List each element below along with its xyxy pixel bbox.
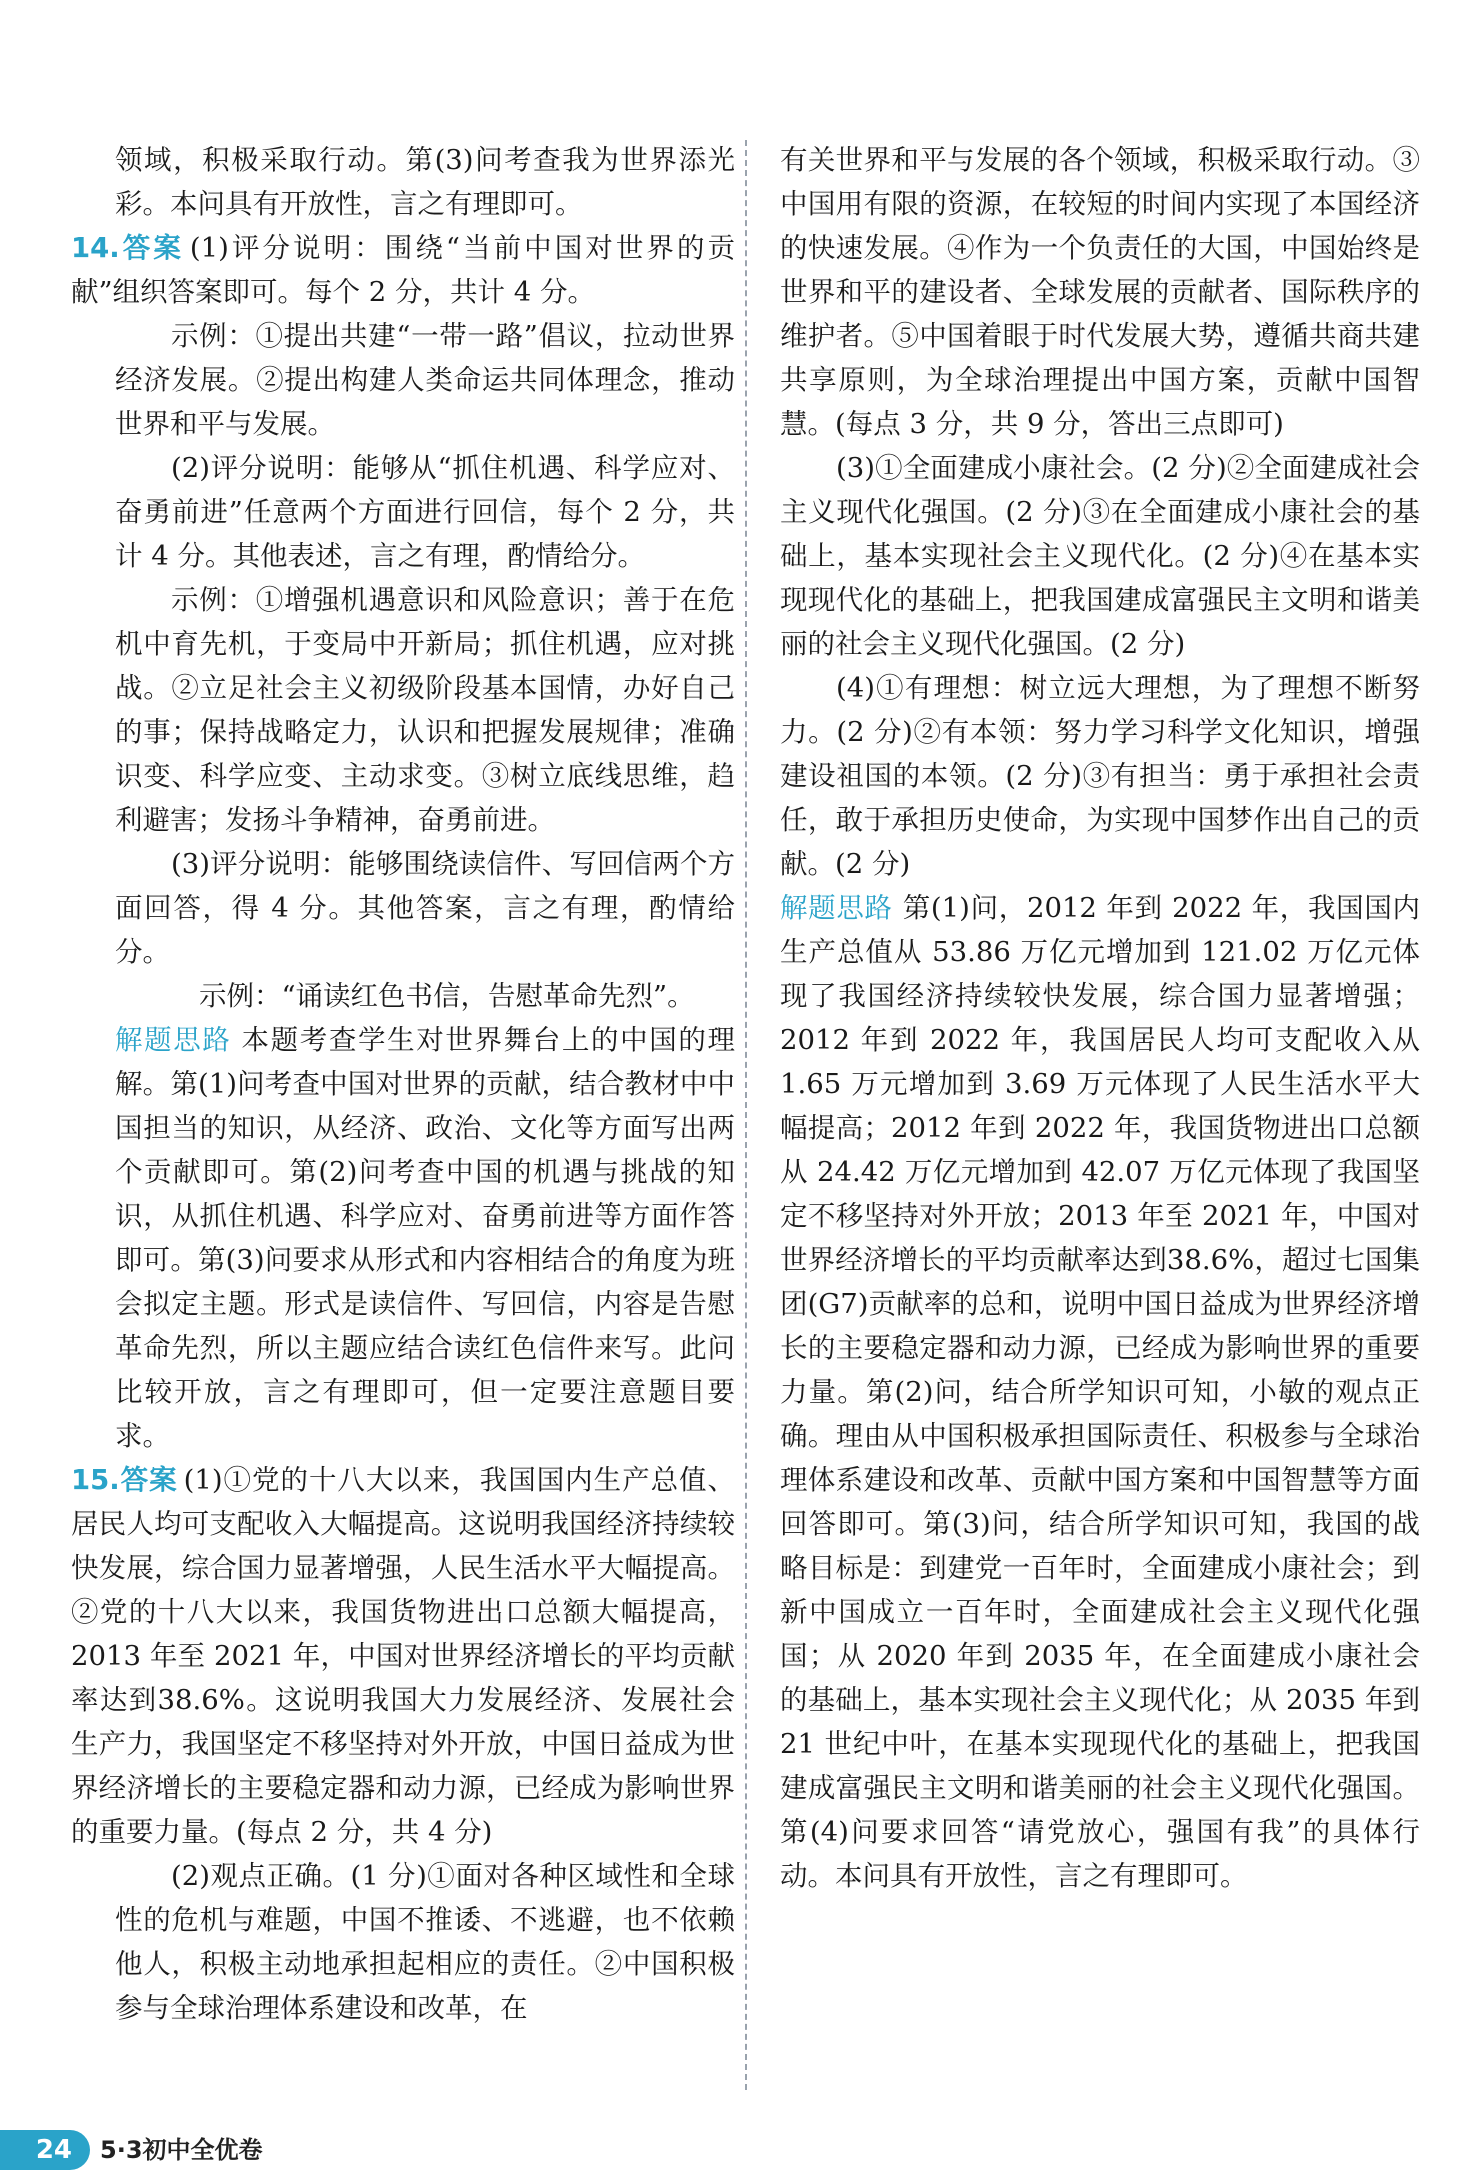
brand-label: 5·3初中全优卷	[100, 2136, 263, 2164]
hint-label: 解题思路	[115, 1024, 232, 1056]
question-15-answer-2-cont: 有关世界和平与发展的各个领域，积极采取行动。③中国用有限的资源，在较短的时间内实现了本国经济的快速发展。④作为一个负责任的大国，中国始终是世界和平的建设者、全球发展的贡献者、国际秩序的维护者。⑤中国着眼于时代发展大势，遵循共商共建共享原则，为全球治理提出中国方案，贡献中国智慧。(每点 3 分，共 9 分，答出三点即可)	[780, 144, 1420, 440]
question-14-number: 14.	[71, 232, 120, 264]
question-15-answer-3: (3)①全面建成小康社会。(2 分)②全面建成社会主义现代化强国。(2 分)③在全面建成小康社会的基础上，基本实现社会主义现代化。(2 分)④在基本实现现代化的基础上，把我国建成富强民主文明和谐美丽的社会主义现代化强国。(2 分)	[780, 452, 1420, 660]
question-14-hint: 解题思路 本题考查学生对世界舞台上的中国的理解。第(1)问考查中国对世界的贡献，结合教材中中国担当的知识，从经济、政治、文化等方面写出两个贡献即可。第(2)问考查中国的机遇与挑战的知识，从抓住机遇、科学应对、奋勇前进等方面作答即可。第(3)问要求从形式和内容相结合的角度为班会拟定主题。形式是读信件、写回信，内容是告慰革命先烈，所以主题应结合读红色信件来写。此问比较开放，言之有理即可，但一定要注意题目要求。	[115, 1024, 735, 1452]
left-column	[71, 138, 736, 2030]
question-15-hint: 解题思路 第(1)问，2012 年到 2022 年，我国国内生产总值从 53.86 万亿元增加到 121.02 万亿元体现了我国经济持续较快发展，综合国力显著增强；2012 年到 2022 年，我国居民人均可支配收入从 1.65 万元增加到 3.69 万元体现了人民生活水平大幅提高；2012 年到 2022 年，我国货物进出口总额从 24.42 万亿元增加到 42.07 万亿元体现了我国坚定不移坚持对外开放；2013 年至 2021 年，中国对世界经济增长的平均贡献率达到38.6%，超过七国集团(G7)贡献率的总和，说明中国日益成为世界经济增长的主要稳定器和动力源，已经成为影响世界的重要力量。第(2)问，结合所学知识可知，小敏的观点正确。理由从中国积极承担国际责任、积极参与全球治理体系建设和改革、贡献中国方案和中国智慧等方面回答即可。第(3)问，结合所学知识可知，我国的战略目标是：到建党一百年时，全面建成小康社会；到新中国成立一百年时，全面建成社会主义现代化强国；从 2020 年到 2035 年，在全面建成小康社会的基础上，基本实现社会主义现代化；从 2035 年到 21 世纪中叶，在基本实现现代化的基础上，把我国建成富强民主文明和谐美丽的社会主义现代化强国。第(4)问要求回答“请党放心，强国有我”的具体行动。本问具有开放性，言之有理即可。	[780, 892, 1420, 1892]
column-divider	[745, 140, 747, 2090]
question-15-number: 15.	[71, 1464, 120, 1496]
question-15-answer-1: 15.答案 (1)①党的十八大以来，我国国内生产总值、居民人均可支配收入大幅提高。这说明我国经济持续较快发展，综合国力显著增强，人民生活水平大幅提高。②党的十八大以来，我国货物进出口总额大幅提高，2013 年至 2021 年，中国对世界经济增长的平均贡献率达到38.6%。这说明我国大力发展经济、发展社会生产力，我国坚定不移坚持对外开放，中国日益成为世界经济增长的主要稳定器和动力源，已经成为影响世界的重要力量。(每点 2 分，共 4 分)	[71, 1464, 736, 1848]
question-14-answer-2: (2)评分说明：能够从“抓住机遇、科学应对、奋勇前进”任意两个方面进行回信，每个 2 分，共计 4 分。其他表述，言之有理，酌情给分。	[115, 452, 735, 572]
hint-label: 解题思路	[780, 892, 893, 924]
question-15-answer-2: (2)观点正确。(1 分)①面对各种区域性和全球性的危机与难题，中国不推诿、不逃避，也不依赖他人，积极主动地承担起相应的责任。②中国积极参与全球治理体系建设和改革，在	[115, 1860, 735, 2024]
question-14-example-1: 示例：①提出共建“一带一路”倡议，拉动世界经济发展。②提出构建人类命运共同体理念，推动世界和平与发展。	[115, 320, 735, 440]
question-14-example-3: 示例：“诵读红色书信，告慰革命先烈”。	[199, 980, 695, 1012]
question-14-example-2: 示例：①增强机遇意识和风险意识；善于在危机中育先机，于变局中开新局；抓住机遇，应对挑战。②立足社会主义初级阶段基本国情，办好自己的事；保持战略定力，认识和把握发展规律；准确识变、科学应变、主动求变。③树立底线思维，趋利避害；发扬斗争精神，奋勇前进。	[115, 584, 735, 836]
continued-paragraph: 领域，积极采取行动。第(3)问考查我为世界添光彩。本问具有开放性，言之有理即可。	[115, 144, 735, 220]
answer-label: 答案	[119, 1464, 178, 1496]
question-14-answer-1: 14.答案 (1)评分说明：围绕“当前中国对世界的贡献”组织答案即可。每个 2 分，共计 4 分。	[71, 232, 736, 308]
right-column	[780, 138, 1420, 1898]
answer-label: 答案	[119, 232, 184, 264]
question-15-answer-4: (4)①有理想：树立远大理想，为了理想不断努力。(2 分)②有本领：努力学习科学文化知识，增强建设祖国的本领。(2 分)③有担当：勇于承担社会责任，敢于承担历史使命，为实现中国梦作出自己的贡献。(2 分)	[780, 672, 1420, 880]
question-14-answer-3: (3)评分说明：能够围绕读信件、写回信两个方面回答，得 4 分。其他答案，言之有理，酌情给分。	[115, 848, 735, 968]
page-number: 24	[0, 2130, 90, 2170]
